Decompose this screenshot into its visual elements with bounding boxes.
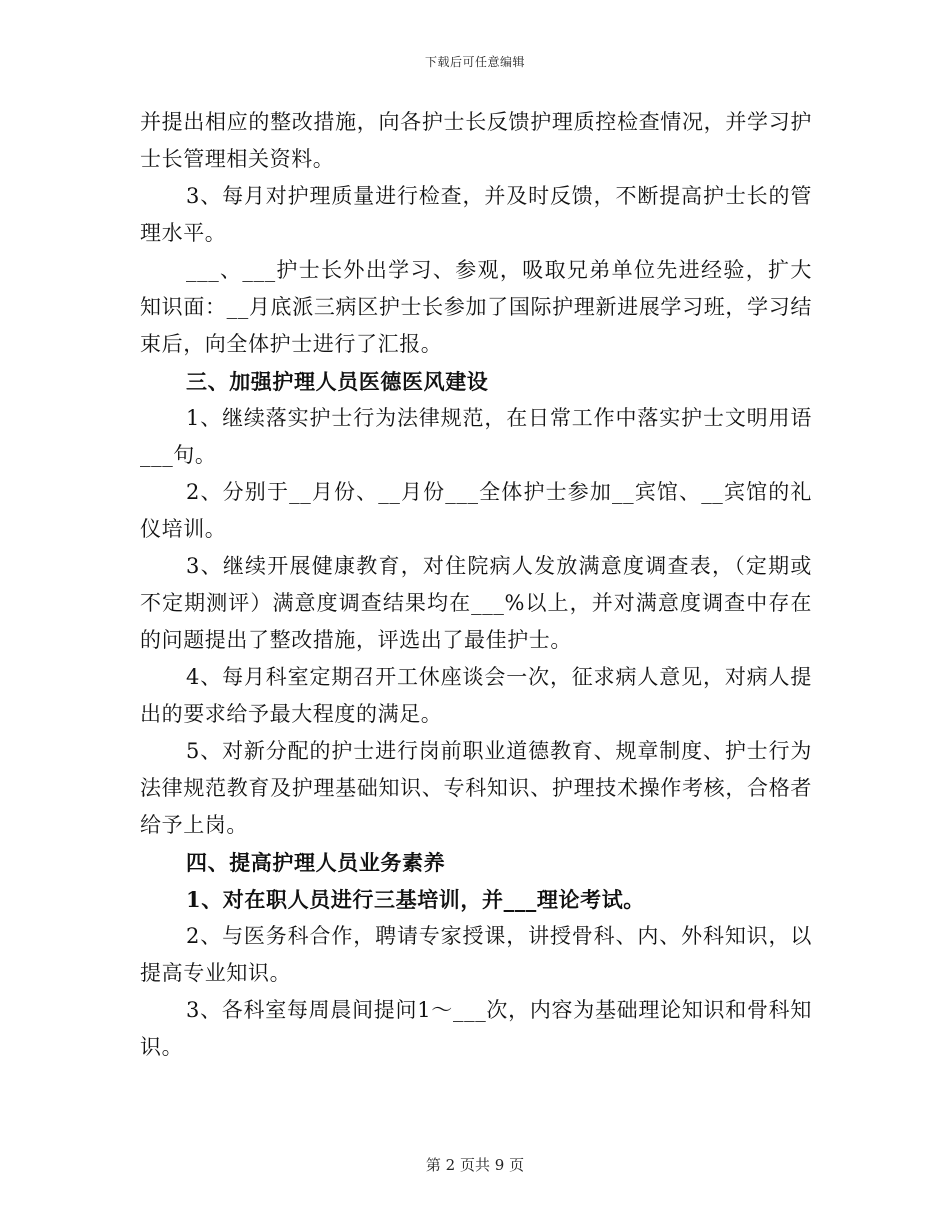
section-heading-4: 四、提高护理人员业务素养 — [186, 850, 446, 875]
paragraph-13: 3、各科室每周晨间提问1～___次，内容为基础理论知识和骨科知识。 — [140, 998, 812, 1059]
paragraph-1: 并提出相应的整改措施，向各护士长反馈护理质控检查情况，并学习护士长管理相关资料。 — [140, 110, 812, 171]
paragraph-8: 4、每月科室定期召开工休座谈会一次，征求病人意见，对病人提出的要求给予最大程度的满足。 — [140, 665, 812, 726]
document-body — [140, 104, 812, 1066]
section-heading-3: 三、加强护理人员医德医风建设 — [186, 369, 489, 394]
paragraph-11: 1、对在职人员进行三基培训，并___理论考试。 — [186, 887, 645, 912]
paragraph-7: 3、继续开展健康教育，对住院病人发放满意度调查表，（定期或不定期测评）满意度调查结果均在___%以上，并对满意度调查中存在的问题提出了整改措施，评选出了最佳护士。 — [140, 554, 812, 652]
page-footer: 第 2 页共 9 页 — [425, 1156, 525, 1174]
paragraph-2: 3、每月对护理质量进行检查，并及时反馈，不断提高护士长的管理水平。 — [140, 184, 812, 245]
paragraph-5: 1、继续落实护士行为法律规范，在日常工作中落实护士文明用语___句。 — [140, 406, 812, 467]
paragraph-9: 5、对新分配的护士进行岗前职业道德教育、规章制度、护士行为法律规范教育及护理基础知识、专科知识、护理技术操作考核，合格者给予上岗。 — [140, 739, 812, 837]
paragraph-3: ___、___护士长外出学习、参观，吸取兄弟单位先进经验，扩大知识面：__月底派三病区护士长参加了国际护理新进展学习班，学习结束后，向全体护士进行了汇报。 — [140, 258, 812, 356]
paragraph-12: 2、与医务科合作，聘请专家授课，讲授骨科、内、外科知识，以提高专业知识。 — [140, 924, 812, 985]
page-header: 下载后可任意编辑 — [424, 55, 525, 69]
paragraph-6: 2、分别于__月份、__月份___全体护士参加__宾馆、__宾馆的礼仪培训。 — [140, 480, 812, 541]
